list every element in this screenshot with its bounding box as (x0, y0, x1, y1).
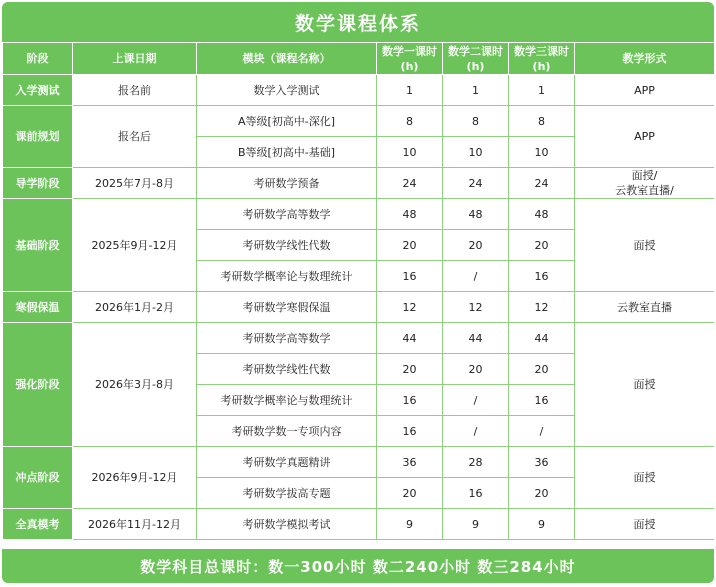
format-cell: 面授 (575, 323, 715, 447)
hours-math3-cell: 9 (509, 509, 575, 540)
hours-math2-cell: 24 (443, 168, 509, 199)
module-cell: 考研数学数一专项内容 (197, 416, 377, 447)
hours-math1-cell: 16 (377, 416, 443, 447)
header-module: 模块（课程名称） (197, 43, 377, 75)
table-row (3, 199, 715, 230)
hours-math3-cell: 24 (509, 168, 575, 199)
table-row (3, 323, 715, 354)
hours-math1-cell: 9 (377, 509, 443, 540)
hours-math2-cell: 16 (443, 478, 509, 509)
total-hours-footer: 数学科目总课时：数一300小时 数二240小时 数三284小时 (2, 549, 714, 583)
hours-math2-cell: 20 (443, 354, 509, 385)
hours-math1-cell: 36 (377, 447, 443, 478)
module-cell: A等级[初高中-深化] (197, 106, 377, 137)
stage-cell: 强化阶段 (3, 323, 73, 447)
hours-math2-cell: / (443, 416, 509, 447)
hours-math2-cell: / (443, 261, 509, 292)
hours-math2-cell: 1 (443, 75, 509, 106)
table-row (3, 509, 715, 540)
stage-cell: 基础阶段 (3, 199, 73, 292)
module-cell: 考研数学高等数学 (197, 323, 377, 354)
table-row (3, 292, 715, 323)
date-cell: 2025年7月-8月 (73, 168, 197, 199)
date-cell: 2025年9月-12月 (73, 199, 197, 292)
table-row (3, 106, 715, 137)
hours-math3-cell: 10 (509, 137, 575, 168)
hours-math1-cell: 10 (377, 137, 443, 168)
hours-math3-cell: 12 (509, 292, 575, 323)
format-cell: 面授 (575, 199, 715, 292)
hours-math3-cell: 44 (509, 323, 575, 354)
hours-math3-cell: 20 (509, 478, 575, 509)
module-cell: 考研数学概率论与数理统计 (197, 385, 377, 416)
hours-math3-cell: / (509, 416, 575, 447)
format-cell: APP (575, 75, 715, 106)
hours-math3-cell: 16 (509, 261, 575, 292)
stage-cell: 冲点阶段 (3, 447, 73, 509)
hours-math2-cell: 9 (443, 509, 509, 540)
hours-math2-cell: 12 (443, 292, 509, 323)
header-stage: 阶段 (3, 43, 73, 75)
header-hours-math3: 数学三课时(h) (509, 43, 575, 75)
header-row (3, 43, 715, 75)
hours-math2-cell: 20 (443, 230, 509, 261)
hours-math3-cell: 48 (509, 199, 575, 230)
header-hours-math1: 数学一课时(h) (377, 43, 443, 75)
stage-cell: 入学测试 (3, 75, 73, 106)
module-cell: 考研数学真题精讲 (197, 447, 377, 478)
module-cell: 考研数学预备 (197, 168, 377, 199)
hours-math1-cell: 20 (377, 478, 443, 509)
hours-math3-cell: 16 (509, 385, 575, 416)
hours-math2-cell: 10 (443, 137, 509, 168)
hours-math1-cell: 1 (377, 75, 443, 106)
date-cell: 2026年3月-8月 (73, 323, 197, 447)
hours-math3-cell: 8 (509, 106, 575, 137)
header-format: 教学形式 (575, 43, 715, 75)
module-cell: 考研数学高等数学 (197, 199, 377, 230)
hours-math3-cell: 20 (509, 230, 575, 261)
course-table-card (2, 2, 714, 583)
hours-math2-cell: 28 (443, 447, 509, 478)
header-hours-math2: 数学二课时(h) (443, 43, 509, 75)
hours-math2-cell: / (443, 385, 509, 416)
stage-cell: 导学阶段 (3, 168, 73, 199)
stage-cell: 寒假保温 (3, 292, 73, 323)
module-cell: 考研数学概率论与数理统计 (197, 261, 377, 292)
hours-math2-cell: 48 (443, 199, 509, 230)
hours-math1-cell: 12 (377, 292, 443, 323)
hours-math1-cell: 20 (377, 354, 443, 385)
stage-cell: 全真模考 (3, 509, 73, 540)
module-cell: B等级[初高中-基础] (197, 137, 377, 168)
hours-math1-cell: 44 (377, 323, 443, 354)
date-cell: 2026年11月-12月 (73, 509, 197, 540)
format-cell: APP (575, 106, 715, 168)
module-cell: 考研数学线性代数 (197, 354, 377, 385)
hours-math1-cell: 16 (377, 385, 443, 416)
course-table (2, 42, 714, 540)
format-cell: 面授 (575, 447, 715, 509)
table-row (3, 75, 715, 106)
header-date: 上课日期 (73, 43, 197, 75)
date-cell: 报名后 (73, 106, 197, 168)
format-cell: 云教室直播 (575, 292, 715, 323)
hours-math3-cell: 20 (509, 354, 575, 385)
hours-math2-cell: 44 (443, 323, 509, 354)
hours-math1-cell: 16 (377, 261, 443, 292)
format-cell: 面授 (575, 509, 715, 540)
hours-math1-cell: 48 (377, 199, 443, 230)
hours-math2-cell: 8 (443, 106, 509, 137)
format-cell: 面授/ 云教室直播/ (575, 168, 715, 199)
hours-math3-cell: 36 (509, 447, 575, 478)
hours-math3-cell: 1 (509, 75, 575, 106)
date-cell: 2026年1月-2月 (73, 292, 197, 323)
hours-math1-cell: 20 (377, 230, 443, 261)
table-row (3, 447, 715, 478)
hours-math1-cell: 8 (377, 106, 443, 137)
module-cell: 考研数学寒假保温 (197, 292, 377, 323)
hours-math1-cell: 24 (377, 168, 443, 199)
module-cell: 考研数学模拟考试 (197, 509, 377, 540)
module-cell: 考研数学拔高专题 (197, 478, 377, 509)
stage-cell: 课前规划 (3, 106, 73, 168)
module-cell: 数学入学测试 (197, 75, 377, 106)
date-cell: 2026年9月-12月 (73, 447, 197, 509)
module-cell: 考研数学线性代数 (197, 230, 377, 261)
date-cell: 报名前 (73, 75, 197, 106)
page-title: 数学课程体系 (2, 2, 714, 42)
table-row (3, 168, 715, 199)
